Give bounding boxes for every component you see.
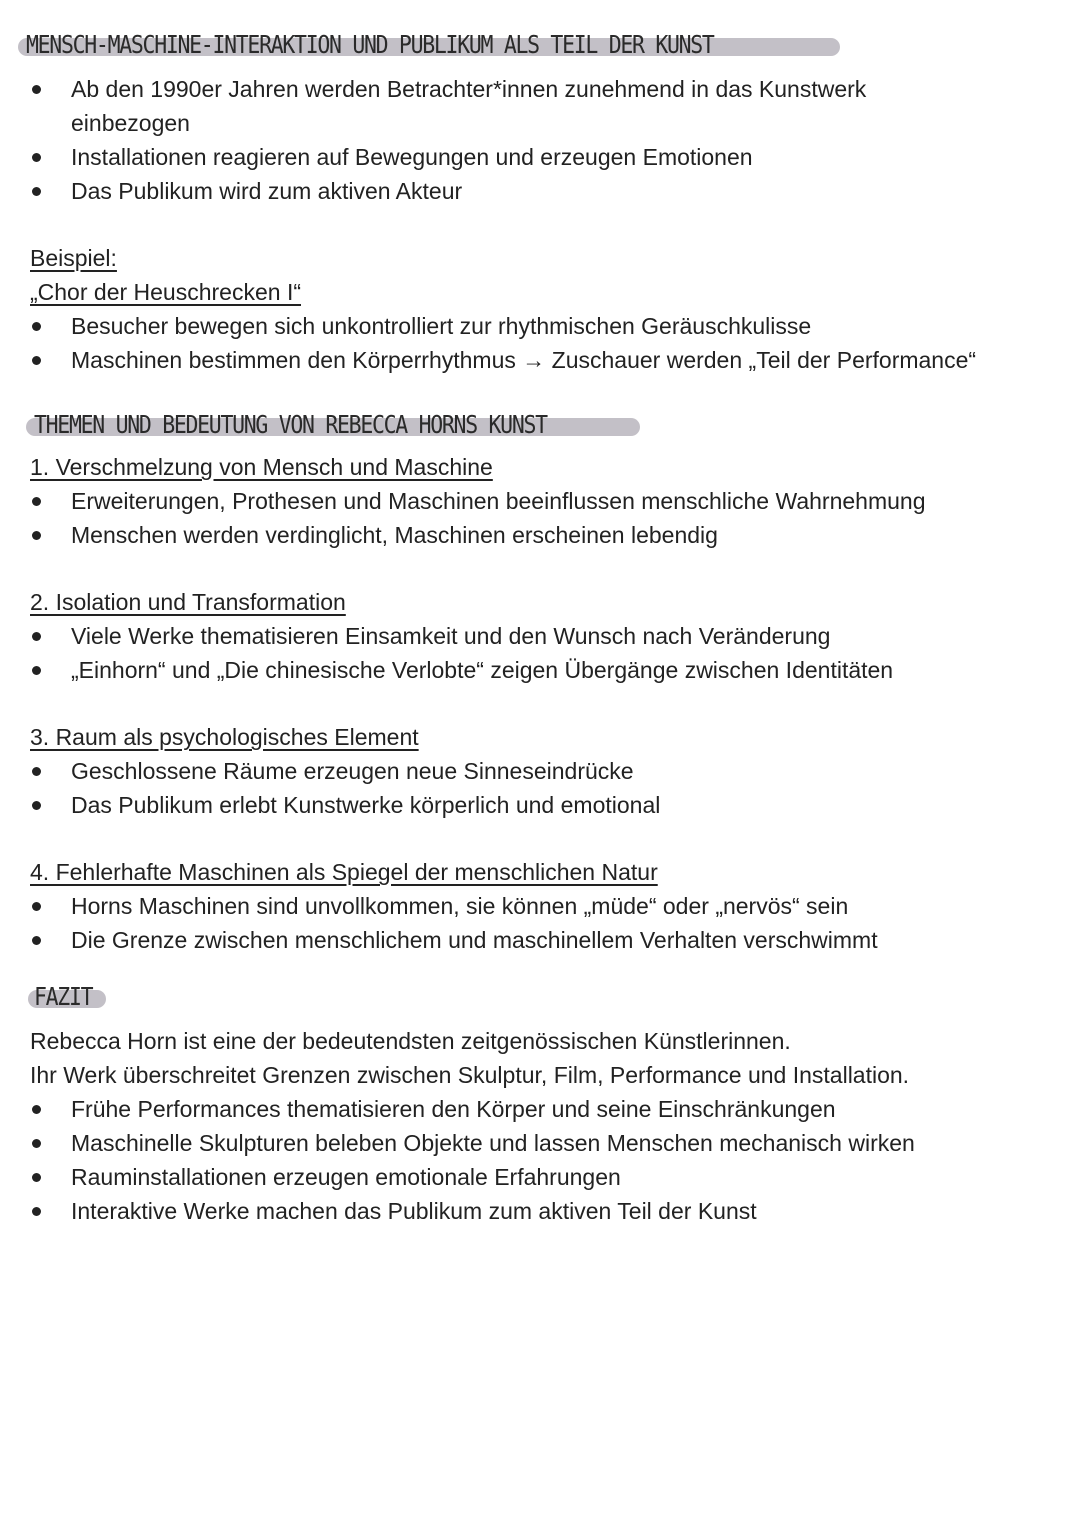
section-heading-interaction: MENSCH-MASCHINE-INTERAKTION UND PUBLIKUM ALS TEIL DER KUNST <box>26 30 826 60</box>
example-title: „Chor der Heuschrecken I“ <box>30 279 301 305</box>
topic-title: 2. Isolation und Transformation <box>30 589 346 615</box>
topic-title: 3. Raum als psychologisches Element <box>30 724 419 750</box>
section-heading-themes: THEMEN UND BEDEUTUNG VON REBECCA HORNS KUNST <box>34 410 630 440</box>
topic-title: 1. Verschmelzung von Mensch und Maschine <box>30 454 493 480</box>
conclusion-paragraph-line: Ihr Werk überschreitet Grenzen zwischen Skulptur, Film, Performance und Installation. <box>30 1062 910 1088</box>
list-item-continuation: einbezogen <box>71 110 190 136</box>
notes-page: MENSCH-MASCHINE-INTERAKTION UND PUBLIKUM ALS TEIL DER KUNST Ab den 1990er Jahren werden Betrachter*innen zunehmend in das Kunstwerk einbezogen Installationen reagieren auf Bewegungen und erzeugen Emotionen Das Publikum wird zum aktiven Akteur Beispiel: „Chor der Heuschrecken I“ Besucher bewegen sich unkontrolliert zur rhythmischen Geräuschkulisse Maschinen bestimmen den Körperrhythmus → Zuschauer werden „Teil der Performance“ THEMEN UND BEDEUTUNG VON REBECCA HORNS KUNST 1. Verschmelzung von Mensch und Maschine Erweiterungen, Prothesen und Maschinen beeinflussen menschliche Wahrnehmung Menschen werden verdinglicht, Maschinen erscheinen lebendig 2. Isolation und Transformation Viele Werke thematisieren Einsamkeit und den Wunsch nach Veränderung „Einhorn“ und „Die chinesische Verlobte“ zeigen Übergänge zwischen Identitäten 3. Raum als psychologisches Element Geschlossene Räume erzeugen neue Sinneseindrücke Das Publikum erlebt Kunstwerke körperlich und emotional 4. Fehlerhafte Maschinen als Spiegel der menschlichen Natur Horns Maschinen sind unvollkommen, sie können „müde“ oder „nervös“ sein Die Grenze zwischen menschlichem und maschinellem Verhalten verschwimmt FAZIT Rebecca Horn ist eine der bedeutendsten zeitgenössischen Künstlerinnen. Ihr Werk überschreitet Grenzen zwischen Skulptur, Film, Performance und Installation. Frühe Performances thematisieren den Körper und seine Einschränkungen Maschinelle Skulpturen beleben Objekte und lassen Menschen mechanisch wirken Rauminstallationen erzeugen emotionale Erfahrungen Interaktive Werke machen das Publikum zum aktiven Teil der Kunst <box>0 0 1080 1527</box>
topic-title: 4. Fehlerhafte Maschinen als Spiegel der menschlichen Natur <box>30 859 658 885</box>
section-heading-fazit: FAZIT <box>34 982 102 1012</box>
conclusion-paragraph-line: Rebecca Horn ist eine der bedeutendsten zeitgenössischen Künstlerinnen. <box>30 1028 791 1054</box>
example-label: Beispiel: <box>30 245 117 271</box>
